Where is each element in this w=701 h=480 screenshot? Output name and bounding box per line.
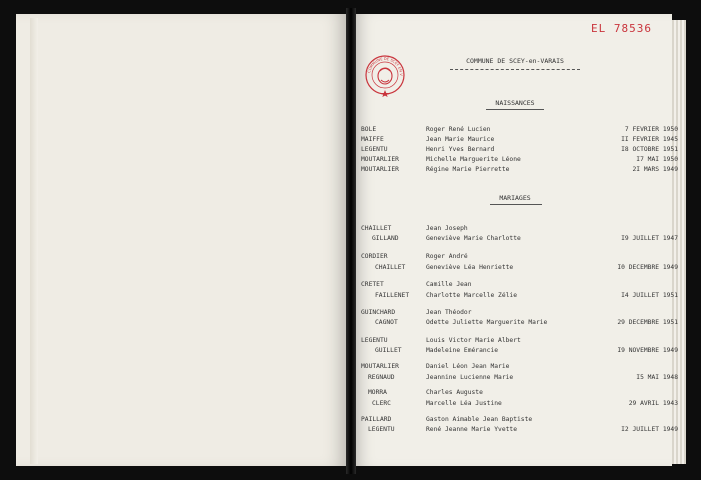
marriage-wife-given: Marcelle Léa Justine [426,400,502,407]
left-page-blank [16,14,347,466]
marriage-date: I0 DECEMBRE 1949 [617,264,678,271]
marriage-wife-given: Madeleine Emérancie [426,347,499,354]
birth-date: 7 FEVRIER 1950 [624,126,678,133]
birth-date: II FEVRIER 1945 [621,136,678,143]
commune-seal-stamp-icon [362,54,408,100]
marriage-husband-surname: LEGENTU [361,337,388,344]
marriage-wife-surname: GUILLET [375,347,402,354]
marriage-husband-surname: CORDIER [361,253,388,260]
left-page-edge [30,18,38,464]
birth-given-names: Michelle Marguerite Léone [426,156,521,163]
marriage-husband-given: Daniel Léon Jean Marie [426,363,510,370]
page-stack-edge [672,20,686,464]
birth-date: I7 MAI 1950 [636,156,678,163]
marriage-wife-surname: REGNAUD [368,374,395,381]
marriage-husband-given: Roger André [426,253,468,260]
marriage-wife-surname: CLERC [372,400,391,407]
marriage-husband-surname: GUINCHARD [361,309,396,316]
marriage-wife-given: Geneviève Marie Charlotte [426,235,521,242]
marriage-husband-given: Charles Auguste [426,389,483,396]
marriage-date: I9 NOVEMBRE 1949 [617,347,678,354]
marriages-heading-underline [490,204,542,205]
births-heading: NAISSANCES [495,99,535,107]
marriage-husband-surname: PAILLARD [361,416,392,423]
births-heading-underline [486,109,544,110]
marriage-date: I4 JUILLET 1951 [621,292,678,299]
birth-surname: LEGENTU [361,146,388,153]
birth-given-names: Roger René Lucien [426,126,491,133]
marriage-wife-surname: FAILLENET [375,292,410,299]
marriage-wife-given: Jeannine Lucienne Marie [426,374,514,381]
svg-text:COMMUNE DE SCEY EN VARAIS: COMMUNE DE SCEY EN V [367,56,404,76]
marriage-date: I9 JUILLET 1947 [621,235,678,242]
marriage-husband-surname: MOUTARLIER [361,363,399,370]
marriage-husband-given: Gaston Aimable Jean Baptiste [426,416,533,423]
birth-date: I8 OCTOBRE 1951 [621,146,678,153]
marriage-date: 29 AVRIL 1943 [628,400,678,407]
marriage-date: 29 DECEMBRE 1951 [617,319,678,326]
birth-date: 2I MARS 1949 [632,166,678,173]
birth-surname: BOLE [361,126,377,133]
birth-given-names: Jean Marie Maurice [426,136,495,143]
birth-surname: MAIFFE [361,136,384,143]
birth-given-names: Henri Yves Bernard [426,146,495,153]
marriages-heading: MARIAGES [499,194,531,202]
marriage-date: I2 JUILLET 1949 [621,426,678,433]
marriage-husband-surname: CRETET [361,281,384,288]
marriage-husband-given: Jean Joseph [426,225,468,232]
commune-title: COMMUNE DE SCEY-en-VARAIS [466,57,564,65]
birth-surname: MOUTARLIER [361,156,399,163]
marriage-wife-surname: CAGNOT [375,319,398,326]
marriage-wife-given: René Jeanne Marie Yvette [426,426,517,433]
marriage-wife-surname: CHAILLET [375,264,406,271]
book-spine [346,8,356,474]
marriage-wife-surname: LEGENTU [368,426,395,433]
birth-given-names: Régine Marie Pierrette [426,166,510,173]
marriage-husband-surname: CHAILLET [361,225,392,232]
marriage-husband-given: Jean Théodor [426,309,472,316]
title-underline [450,69,580,70]
marriage-date: I5 MAI 1948 [636,374,678,381]
archive-reference-number: EL 78536 [591,22,652,35]
marriage-wife-given: Charlotte Marcelle Zélie [426,292,517,299]
marriage-husband-given: Camille Jean [426,281,472,288]
marriage-husband-given: Louis Victor Marie Albert [426,337,521,344]
birth-surname: MOUTARLIER [361,166,399,173]
marriage-wife-surname: GILLAND [372,235,399,242]
marriage-wife-given: Geneviève Léa Henriette [426,264,514,271]
marriage-wife-given: Odette Juliette Marguerite Marie [426,319,548,326]
marriage-husband-surname: MORRA [368,389,387,396]
